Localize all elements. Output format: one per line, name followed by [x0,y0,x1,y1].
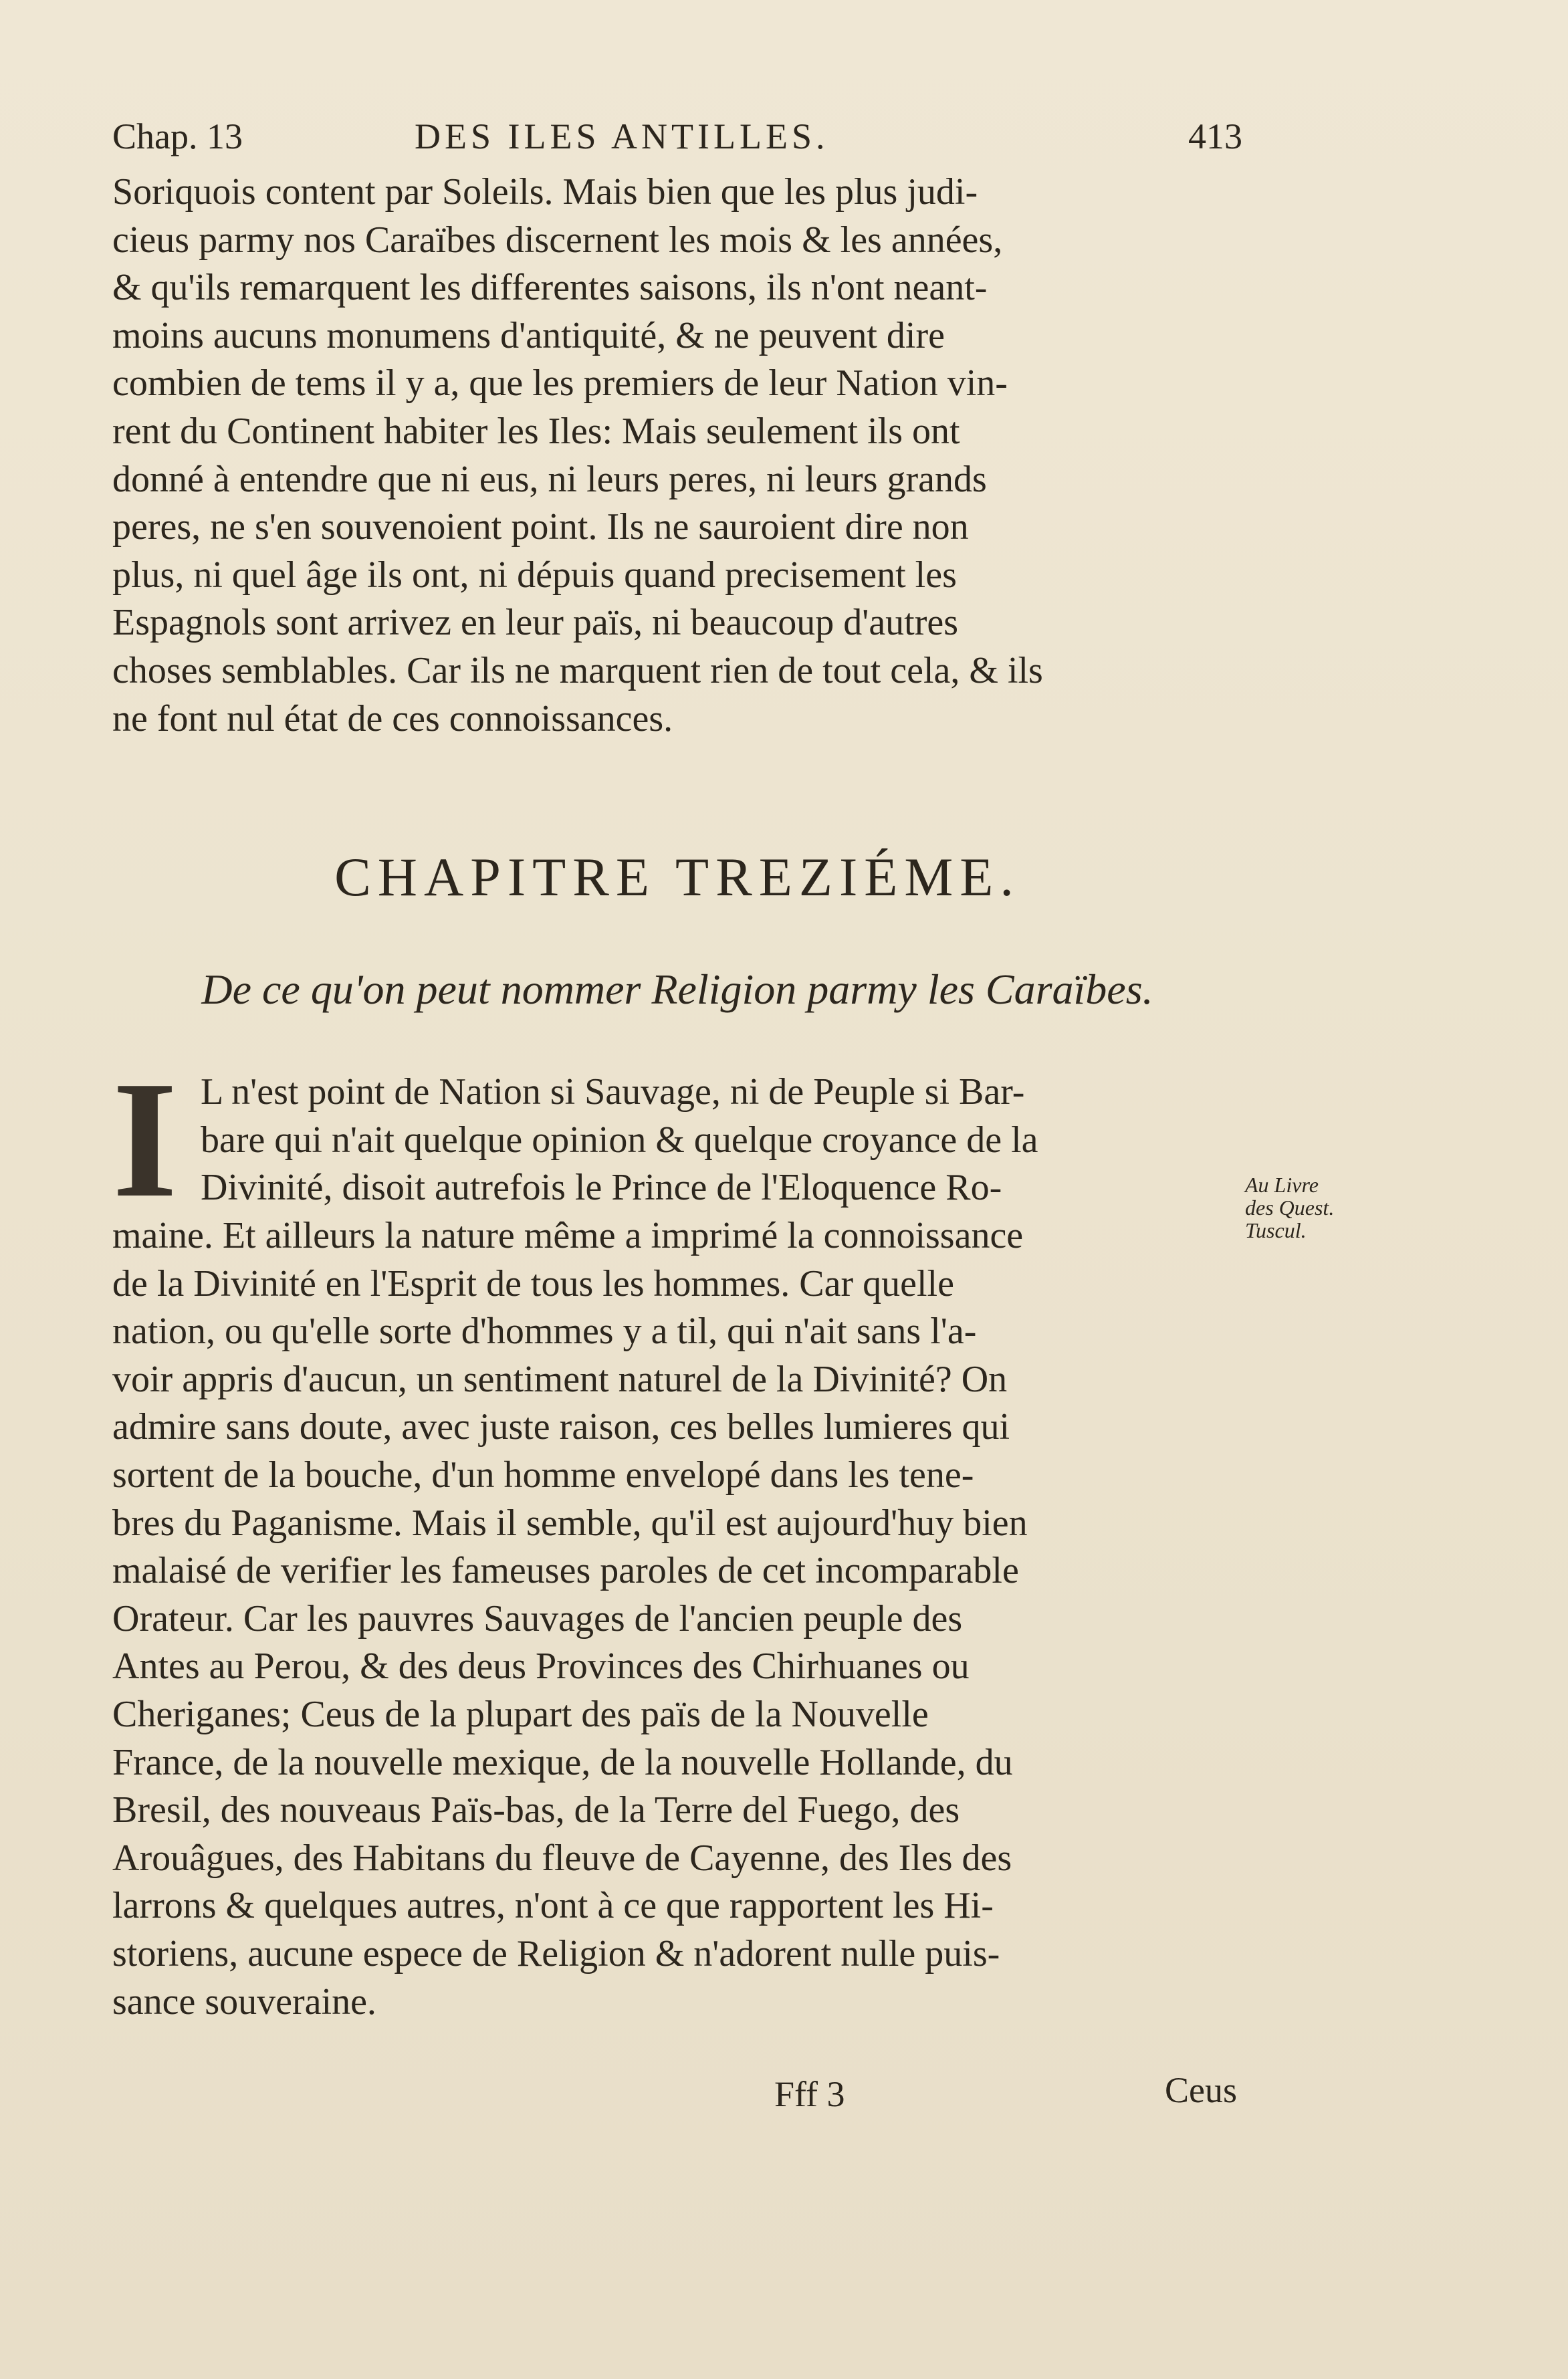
text-line: combien de tems il y a, que les premiers de leur Nation vin- [112,362,1008,405]
text-line: Cheriganes; Ceus de la plupart des païs de la Nouvelle [112,1693,929,1735]
text-line: storiens, aucune espece de Religion & n'adorent nulle puis- [112,1932,1000,1974]
text-line: maine. Et ailleurs la nature même a imprimé la connoissance [112,1215,1024,1256]
text-line: ne font nul état de ces connoissances. [112,697,673,740]
text-line: sance souveraine. [112,1980,376,2023]
text-line: admire sans doute, avec juste raison, ces belles lumieres qui [112,1406,1010,1448]
page-number: 413 [1188,116,1242,156]
text-line: rent du Continent habiter les Iles: Mais seulement ils ont [112,410,960,452]
text-line: donné à entendre que ni eus, ni leurs peres, ni leurs grands [112,458,987,500]
text-line: cieus parmy nos Caraïbes discernent les mois & les années, [112,219,1003,261]
text-line: Espagnols sont arrivez en leur païs, ni beaucoup d'autres [112,602,959,644]
chapter-subtitle: De ce qu'on peut nommer Religion parmy les Caraïbes. [201,966,1153,1013]
indented-opening [201,1068,1242,1212]
text-line: Orateur. Car les pauvres Sauvages de l'ancien peuple des [112,1597,963,1639]
margin-note [1245,1173,1379,1242]
running-title: DES ILES ANTILLES. [415,116,829,156]
margin-note-line: Au Livre [1245,1173,1319,1197]
margin-note-line: Tuscul. [1245,1218,1307,1242]
catchword: Ceus [1165,2070,1237,2110]
text-line: moins aucuns monumens d'antiquité, & ne peuvent dire [112,314,945,356]
text-line: peres, ne s'en souvenoient point. Ils ne sauroient dire non [112,506,969,548]
text-line: Divinité, disoit autrefois le Prince de l'Eloquence Ro- [201,1167,1002,1209]
text-line: Arouâgues, des Habitans du fleuve de Cayenne, des Iles des [112,1837,1012,1879]
text-line: choses semblables. Car ils ne marquent rien de tout cela, & ils [112,649,1043,691]
top-paragraph [112,168,1242,743]
text-line: plus, ni quel âge ils ont, ni dépuis quand precisement les [112,554,957,596]
drop-cap: I [112,1047,178,1232]
margin-note-line: des Quest. [1245,1196,1335,1220]
text-line: nation, ou qu'elle sorte d'hommes y a til, qui n'ait sans l'a- [112,1311,977,1353]
main-paragraph [112,1212,1242,2026]
text-line: bare qui n'ait quelque opinion & quelque croyance de la [201,1119,1038,1161]
text-line: Antes au Perou, & des deus Provinces des Chirhuanes ou [112,1646,970,1688]
text-line: Bresil, des nouveaus Païs-bas, de la Terre del Fuego, des [112,1789,960,1831]
text-line: bres du Paganisme. Mais il semble, qu'il est aujourd'huy bien [112,1502,1028,1544]
text-line: sortent de la bouche, d'un homme envelopé dans les tene- [112,1454,974,1496]
text-line: & qu'ils remarquent les differentes saisons, ils n'ont neant- [112,267,988,309]
text-line: voir appris d'aucun, un sentiment naturel de la Divinité? On [112,1358,1008,1400]
text-line: France, de la nouvelle mexique, de la nouvelle Hollande, du [112,1741,1013,1783]
text-line: larrons & quelques autres, n'ont à ce que rapportent les Hi- [112,1885,994,1927]
running-header [112,115,1242,158]
text-line: L n'est point de Nation si Sauvage, ni de Peuple si Bar- [201,1071,1025,1113]
text-line: malaisé de verifier les fameuses paroles de cet incomparable [112,1550,1019,1592]
chapter-title: CHAPITRE TREZIÉME. [334,846,1020,907]
text-line: Soriquois content par Soleils. Mais bien que les plus judi- [112,171,978,213]
chapter-ref: Chap. 13 [112,116,243,156]
signature-mark: Fff 3 [774,2074,845,2114]
text-line: de la Divinité en l'Esprit de tous les hommes. Car quelle [112,1262,954,1305]
